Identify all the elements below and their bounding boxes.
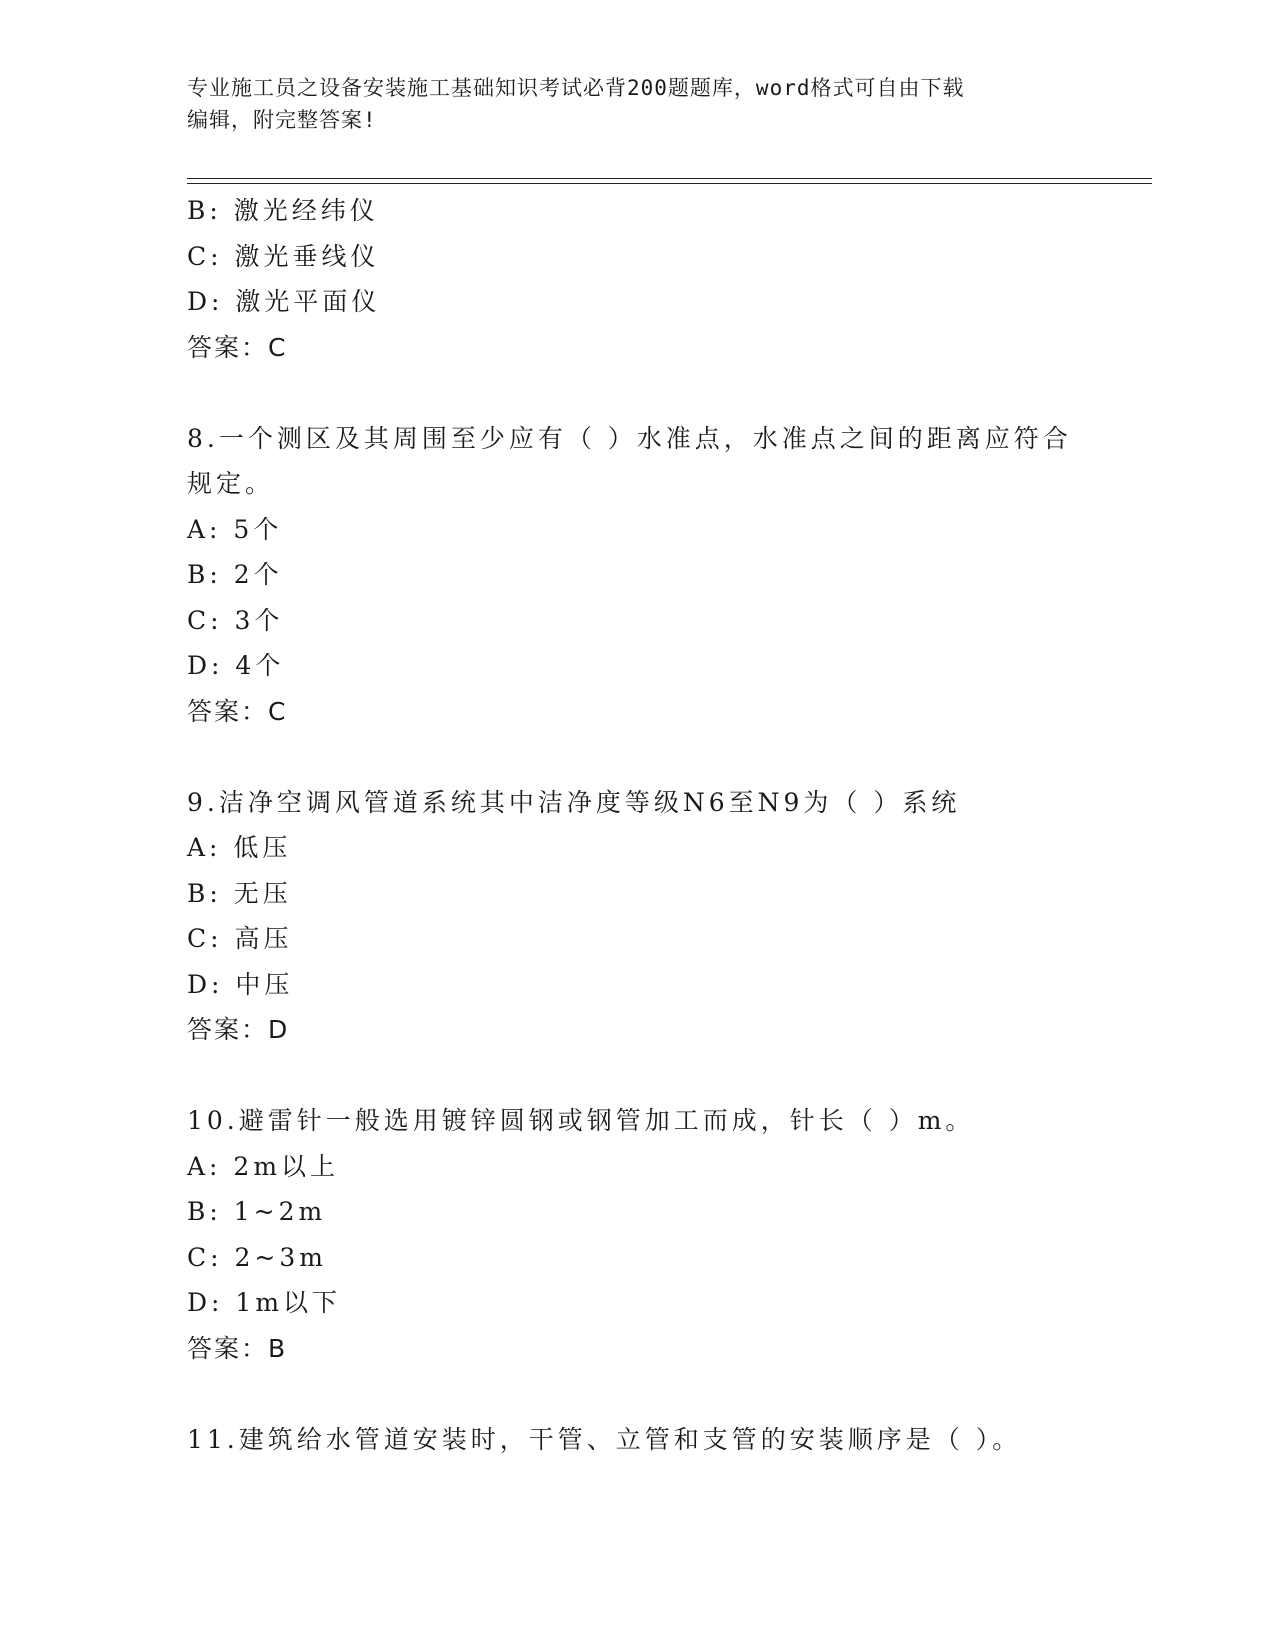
option-c: C: 激光垂线仪 — [187, 241, 380, 271]
spacer — [187, 1053, 1087, 1099]
spacer — [187, 734, 1087, 780]
option-d: D: 4个 — [187, 651, 285, 680]
option-b: B: 1~2m — [187, 1197, 327, 1226]
answer-line: 答案：B — [187, 1333, 288, 1363]
question-list — [187, 188, 1087, 1462]
option-a: A: 低压 — [187, 833, 292, 862]
option-b: B: 激光经纬仪 — [187, 196, 379, 225]
option-c: C: 2~3m — [187, 1242, 327, 1272]
spacer — [187, 370, 1087, 416]
question-stem: 9.洁净空调风管道系统其中洁净度等级N6至N9为（ ）系统 — [187, 787, 961, 817]
question-7-continued — [187, 188, 1087, 370]
question-9 — [187, 780, 1087, 1053]
option-a: A: 5个 — [187, 514, 283, 544]
option-a: A: 2m以上 — [187, 1151, 340, 1181]
option-d: D: 激光平面仪 — [187, 287, 381, 316]
answer-line: 答案：C — [187, 696, 288, 726]
header-title-line-2: 编辑，附完整答案! — [187, 108, 377, 132]
question-10 — [187, 1098, 1087, 1371]
option-d: D: 中压 — [187, 969, 294, 999]
document-header — [187, 72, 1067, 136]
option-b: B: 无压 — [187, 878, 292, 908]
header-title-line-1: 专业施工员之设备安装施工基础知识考试必背200题题库，word格式可自由下载 — [187, 76, 965, 100]
question-stem: 8.一个测区及其周围至少应有（ ）水准点，水准点之间的距离应符合 — [187, 423, 1072, 453]
answer-line: 答案：C — [187, 332, 288, 362]
header-divider-top — [187, 178, 1152, 179]
question-8 — [187, 416, 1087, 735]
option-d: D: 1m以下 — [187, 1288, 342, 1317]
spacer — [187, 1371, 1087, 1417]
question-stem: 10.避雷针一般选用镀锌圆钢或钢管加工而成，针长（ ）m。 — [187, 1106, 975, 1135]
question-stem: 11.建筑给水管道安装时，干管、立管和支管的安装顺序是（ ）。 — [187, 1424, 1022, 1454]
question-stem-continued: 规定。 — [187, 469, 275, 498]
question-11 — [187, 1417, 1087, 1463]
answer-line: 答案：D — [187, 1015, 290, 1044]
option-c: C: 3个 — [187, 605, 284, 635]
header-divider-bottom — [187, 183, 1152, 184]
option-b: B: 2个 — [187, 560, 283, 589]
option-c: C: 高压 — [187, 924, 293, 953]
